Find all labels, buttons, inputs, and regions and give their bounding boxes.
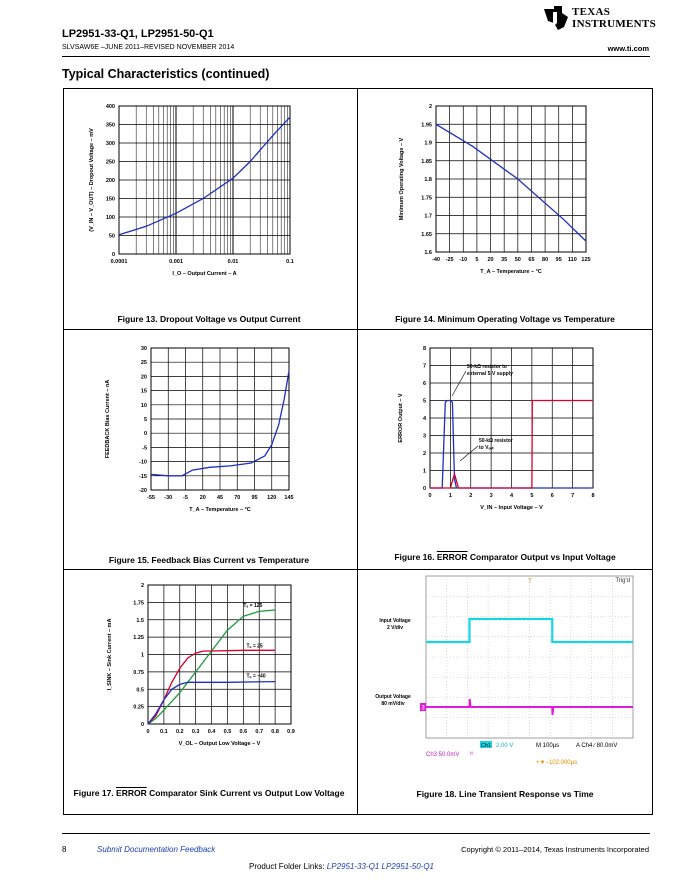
y-tick-label: 15 bbox=[140, 388, 147, 395]
x-tick-label: 65 bbox=[528, 257, 535, 263]
copyright: Copyright © 2011–2014, Texas Instruments Incorporated bbox=[461, 845, 649, 854]
annotation-external-supply-2: external 5-V supply bbox=[467, 371, 513, 377]
y-tick-label: 100 bbox=[105, 215, 115, 221]
document-title: LP2951-33-Q1, LP2951-50-Q1 bbox=[62, 28, 214, 40]
annotation-arrow-1 bbox=[452, 371, 466, 396]
document-id: SLVSAW6E –JUNE 2011–REVISED NOVEMBER 2014 bbox=[62, 44, 235, 51]
x-tick-label: -25 bbox=[445, 257, 454, 263]
scope-trigger-marker: T bbox=[528, 579, 532, 585]
y-tick-label: 1.6 bbox=[424, 250, 432, 256]
page-number: 8 bbox=[62, 845, 67, 854]
x-tick-label: 45 bbox=[216, 495, 224, 501]
ch3-scale-label: 80 mV/div bbox=[381, 701, 405, 707]
y-tick-label: 0 bbox=[140, 722, 144, 728]
y-tick-label: 1 bbox=[422, 468, 426, 475]
y-tick-label: -5 bbox=[142, 445, 147, 452]
ch1-label: Input Voltage bbox=[379, 618, 411, 624]
x-tick-label: 5 bbox=[475, 257, 479, 263]
feedback-link[interactable]: Submit Documentation Feedback bbox=[97, 845, 216, 854]
x-tick-label: 125 bbox=[581, 257, 591, 263]
x-tick-label: 5 bbox=[530, 493, 534, 499]
y-tick-label: 0.25 bbox=[133, 704, 144, 711]
y-tick-label: 1.25 bbox=[133, 635, 144, 642]
y-axis-label: I_SINK – Sink Current – mA bbox=[107, 618, 113, 691]
x-tick-label: 20 bbox=[487, 257, 494, 263]
x-tick-label: 0.01 bbox=[227, 259, 239, 265]
figure-16-chart bbox=[360, 335, 652, 525]
x-tick-label: 0.4 bbox=[207, 729, 216, 735]
section-title: Typical Characteristics (continued) bbox=[62, 67, 270, 81]
y-tick-label: 150 bbox=[105, 196, 115, 203]
x-tick-label: 95 bbox=[555, 257, 562, 263]
annotation-arrow-2 bbox=[460, 446, 478, 461]
x-tick-label: 6 bbox=[550, 493, 554, 499]
y-tick-label: 50 bbox=[108, 233, 115, 240]
y-tick-label: 0.5 bbox=[136, 687, 144, 694]
x-tick-label: 7 bbox=[571, 493, 575, 499]
y-tick-label: 1.75 bbox=[133, 600, 144, 607]
y-axis-label: Minimum Operating Voltage – V bbox=[399, 137, 405, 221]
y-tick-label: 300 bbox=[105, 141, 115, 147]
trigger-readout: A Ch4 ∕ 80.0mV bbox=[576, 743, 618, 749]
ch1-readout-label: Ch1 bbox=[480, 743, 492, 749]
timebase-readout: M 100µs bbox=[536, 743, 560, 749]
x-tick-label: -55 bbox=[147, 495, 155, 501]
logo-text-instruments: INSTRUMENTS bbox=[572, 18, 656, 30]
grid-divider-vertical bbox=[357, 88, 358, 815]
figure-13-caption: Figure 13. Dropout Voltage vs Output Current bbox=[117, 314, 301, 324]
x-tick-label: 80 bbox=[542, 257, 549, 263]
annotation-vout: 50-kΩ resistor bbox=[479, 438, 513, 444]
x-tick-label: 8 bbox=[591, 493, 595, 499]
grid-divider-row1 bbox=[63, 329, 653, 330]
product-link-50[interactable]: LP2951-50-Q1 bbox=[381, 862, 434, 871]
y-tick-label: 1.95 bbox=[421, 122, 432, 129]
series-label-1: Tₐ = 25 bbox=[246, 643, 263, 650]
figure-14-chart bbox=[360, 92, 652, 317]
website-link[interactable]: www.ti.com bbox=[607, 44, 649, 53]
x-tick-label: 2 bbox=[469, 493, 473, 499]
y-tick-label: -10 bbox=[139, 459, 147, 466]
series-label-2: Tₐ = −40 bbox=[246, 673, 266, 680]
y-tick-label: 2 bbox=[428, 104, 432, 110]
x-tick-label: 0.8 bbox=[271, 729, 279, 735]
x-tick-label: -30 bbox=[164, 495, 173, 501]
y-axis-label: ERROR Output – V bbox=[398, 393, 404, 443]
x-tick-label: 0.3 bbox=[191, 729, 200, 735]
ch1-scale-label: 2 V/div bbox=[386, 625, 404, 631]
product-link-33[interactable]: LP2951-33-Q1 bbox=[326, 862, 380, 871]
x-tick-label: 0.5 bbox=[223, 729, 232, 735]
x-tick-label: -10 bbox=[459, 257, 468, 263]
x-axis-label: V_IN – Input Voltage – V bbox=[480, 505, 543, 511]
figure-15-chart bbox=[64, 335, 356, 525]
y-tick-label: 1.5 bbox=[136, 617, 144, 624]
x-tick-label: 35 bbox=[501, 257, 508, 263]
x-tick-label: 20 bbox=[199, 495, 206, 501]
x-tick-label: 0.6 bbox=[239, 729, 248, 735]
x-tick-label: 0.0001 bbox=[110, 259, 128, 265]
header-rule bbox=[62, 56, 650, 57]
y-tick-label: 4 bbox=[422, 416, 426, 422]
y-tick-label: 1.85 bbox=[421, 158, 432, 165]
figure-17-caption: Figure 17. ERROR Comparator Sink Current vs Output Low Voltage bbox=[73, 788, 345, 798]
product-folder-links: Product Folder Links: LP2951-33-Q1 LP2951-50-Q1 bbox=[248, 862, 434, 871]
y-tick-label: 400 bbox=[105, 104, 115, 110]
y-tick-label: 6 bbox=[422, 381, 426, 387]
figure-16-caption: Figure 16. ERROR Comparator Output vs Input Voltage bbox=[394, 552, 616, 562]
y-tick-label: 10 bbox=[140, 402, 147, 409]
y-tick-label: 1.65 bbox=[421, 231, 432, 238]
y-tick-label: -20 bbox=[139, 488, 147, 494]
ch3-marker-text: 3 bbox=[421, 705, 425, 712]
figure-17-chart bbox=[64, 575, 356, 755]
ch1-readout-scale: 2.00 V bbox=[496, 743, 514, 749]
annotation-external-supply: 50-kΩ resistor to bbox=[467, 364, 507, 370]
x-tick-label: -5 bbox=[183, 495, 188, 501]
y-tick-label: 5 bbox=[422, 398, 426, 405]
x-tick-label: 145 bbox=[284, 495, 294, 501]
x-tick-label: 120 bbox=[267, 495, 277, 501]
x-tick-label: 4 bbox=[509, 493, 514, 499]
y-tick-label: 0 bbox=[143, 431, 147, 438]
y-tick-label: -15 bbox=[139, 473, 147, 480]
x-tick-label: 0.001 bbox=[169, 259, 183, 265]
figure-14-caption: Figure 14. Minimum Operating Voltage vs Temperature bbox=[395, 314, 615, 324]
x-tick-label: 0.9 bbox=[287, 729, 295, 735]
x-tick-label: 0.1 bbox=[160, 729, 168, 735]
x-tick-label: -40 bbox=[432, 257, 440, 263]
y-tick-label: 8 bbox=[422, 346, 426, 352]
scope-trigger-status: Trig'd bbox=[615, 578, 630, 584]
y-tick-label: 0 bbox=[422, 486, 426, 492]
figure-18-caption: Figure 18. Line Transient Response vs Time bbox=[416, 789, 594, 799]
y-tick-label: 25 bbox=[140, 360, 147, 367]
y-tick-label: 1 bbox=[140, 652, 144, 659]
x-tick-label: 0.7 bbox=[255, 729, 264, 735]
x-tick-label: 1 bbox=[448, 493, 452, 499]
y-tick-label: 1.8 bbox=[424, 177, 432, 183]
footer-rule bbox=[62, 833, 650, 834]
figure-15-caption: Figure 15. Feedback Bias Current vs Temperature bbox=[108, 555, 310, 565]
y-axis-label: (V_IN – V_OUT) – Dropout Voltage – mV bbox=[89, 128, 95, 232]
ch3-label: Output Voltage bbox=[375, 694, 411, 700]
y-tick-label: 0 bbox=[111, 252, 115, 258]
offset-readout: +▼−102.000µs bbox=[536, 760, 578, 766]
x-tick-label: 110 bbox=[567, 257, 577, 263]
y-tick-label: 2 bbox=[140, 583, 144, 589]
y-tick-label: 7 bbox=[422, 363, 426, 370]
x-tick-label: 0 bbox=[146, 729, 150, 735]
y-tick-label: 1.75 bbox=[421, 195, 432, 202]
x-tick-label: 0 bbox=[428, 493, 432, 499]
x-axis-label: T_A – Temperature – °C bbox=[480, 269, 542, 275]
y-tick-label: 0.75 bbox=[133, 669, 144, 676]
y-tick-label: 20 bbox=[140, 374, 147, 381]
figure-13-chart bbox=[64, 92, 356, 317]
x-axis-label: T_A – Temperature – °C bbox=[189, 507, 251, 513]
x-tick-label: 3 bbox=[489, 493, 493, 499]
y-tick-label: 1.7 bbox=[424, 213, 432, 220]
y-tick-label: 1.9 bbox=[424, 140, 432, 147]
x-tick-label: 50 bbox=[514, 257, 521, 263]
x-tick-label: 0.2 bbox=[175, 729, 184, 735]
x-axis-label: V_OL – Output Low Voltage – V bbox=[178, 741, 261, 747]
ch3-bw-readout: ᴺ bbox=[470, 752, 473, 758]
x-tick-label: 70 bbox=[234, 495, 241, 501]
y-tick-label: 350 bbox=[105, 122, 115, 129]
y-tick-label: 3 bbox=[422, 433, 426, 440]
x-tick-label: 0.1 bbox=[286, 259, 294, 265]
y-tick-label: 250 bbox=[105, 159, 115, 166]
x-axis-label: I_O – Output Current – A bbox=[172, 271, 237, 277]
y-tick-label: 30 bbox=[140, 346, 147, 352]
series-line-0 bbox=[436, 124, 586, 241]
ch3-readout: Ch3 50.0mV bbox=[426, 752, 460, 758]
series-label-0: Tₐ = 125 bbox=[243, 603, 263, 610]
logo-text-texas: TEXAS bbox=[572, 6, 611, 18]
y-tick-label: 200 bbox=[105, 178, 115, 184]
y-tick-label: 5 bbox=[143, 417, 147, 423]
y-axis-label: FEEDBACK Bias Current – nA bbox=[105, 379, 111, 459]
annotation-vout-2: to Vₒᵤₜ bbox=[479, 445, 494, 451]
x-tick-label: 95 bbox=[251, 495, 258, 501]
y-tick-label: 2 bbox=[422, 451, 426, 457]
figure-18-scope bbox=[360, 570, 652, 770]
